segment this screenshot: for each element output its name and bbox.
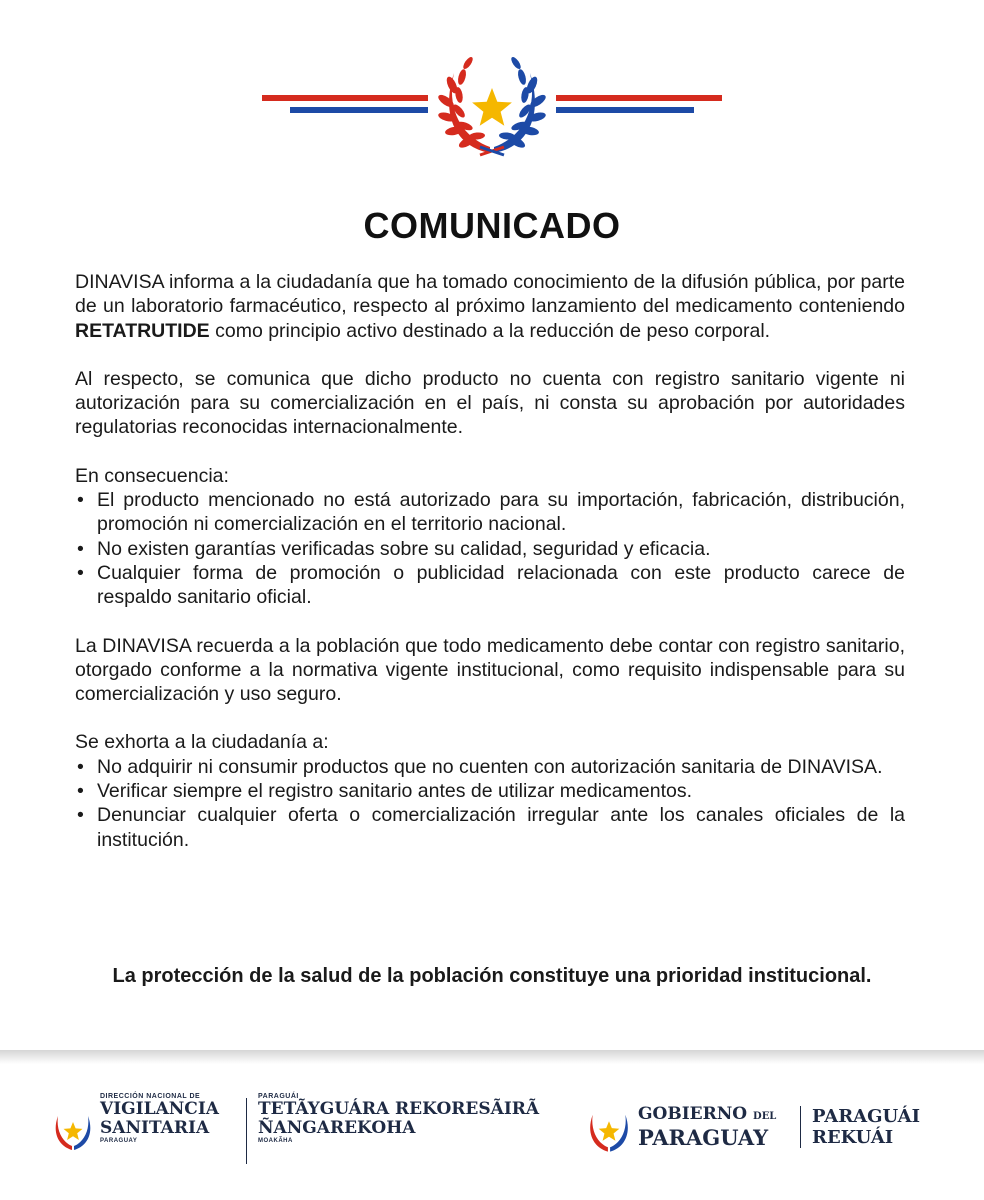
paragraph-intro-text: DINAVISA informa a la ciudadanía que ha tomado conocimiento de la difusión pública, por parte de un laboratorio farmacéutico, respecto al próximo lanzamiento del medicamento conteniendo — [75, 271, 905, 318]
footer-vertical-divider-right — [800, 1106, 801, 1148]
dinavisa-bottom-label: PARAGUAY — [100, 1138, 138, 1144]
guarani-bottom-label: MOAKÃHA — [258, 1138, 293, 1144]
guarani-logo-text — [258, 1093, 539, 1144]
guarani-line2: ÑANGAREKOHA — [258, 1118, 416, 1138]
header-banner — [0, 0, 984, 180]
dinavisa-seal-icon — [50, 1108, 96, 1154]
page-title: COMUNICADO — [363, 205, 621, 246]
gold-star-icon — [472, 88, 512, 126]
consequence-list — [75, 488, 905, 609]
dinavisa-top-label: DIRECCIÓN NACIONAL DE — [100, 1093, 201, 1100]
paragraph-reminder: La DINAVISA recuerda a la población que todo medicamento debe contar con registro sanitario, otorgado conforme a la normativa vigente institucional, como requisito indispensable para su comercialización y uso seguro. — [75, 634, 905, 706]
gobierno-seal-icon — [584, 1106, 634, 1156]
stripe-red-left — [262, 95, 428, 101]
closing-statement: La protección de la salud de la población constituye una prioridad institucional. — [112, 965, 872, 987]
footer-divider-shadow — [0, 1050, 984, 1064]
footer-logos — [0, 1050, 984, 1200]
consequence-intro: En consecuencia: — [75, 464, 229, 487]
rekuai-line2: REKUÁI — [812, 1127, 894, 1148]
gobierno-line1-wrap — [638, 1104, 776, 1127]
list-item: • No existen garantías verificadas sobre su calidad, seguridad y eficacia. — [75, 537, 905, 561]
gobierno-line1: GOBIERNO — [638, 1104, 748, 1124]
paragraph-intro-text-end: como principio activo destinado a la reducción de peso corporal. — [209, 319, 771, 342]
dinavisa-line2: SANITARIA — [100, 1118, 210, 1138]
footer-vertical-divider — [246, 1098, 247, 1164]
paragraph-regulatory-status: Al respecto, se comunica que dicho producto no cuenta con registro sanitario vigente ni autorización para su comercialización en el país, ni consta su aprobación por autoridades regulatorias reconocidas internacionalmente. — [75, 367, 905, 439]
list-item: • No adquirir ni consumir productos que no cuenten con autorización sanitaria de DINAVISA. — [75, 755, 905, 779]
guarani-top-label: PARAGUÁI — [258, 1093, 299, 1100]
drug-name-highlight: RETATRUTIDE — [75, 319, 210, 342]
stripe-blue-left — [290, 107, 428, 113]
gobierno-del: DEL — [753, 1111, 777, 1122]
communique-body — [75, 270, 905, 876]
list-item: • Denunciar cualquier oferta o comercialización irregular ante los canales oficiales de la institución. — [75, 803, 905, 852]
paragraph-intro — [75, 270, 905, 343]
list-item: • Cualquier forma de promoción o publicidad relacionada con este producto carece de respaldo sanitario oficial. — [75, 561, 905, 610]
dinavisa-line1: VIGILANCIA — [100, 1099, 219, 1119]
stripe-red-right — [556, 95, 722, 101]
list-item: • Verificar siempre el registro sanitario antes de utilizar medicamentos. — [75, 779, 905, 803]
dinavisa-logo-text — [100, 1093, 219, 1144]
exhort-intro: Se exhorta a la ciudadanía a: — [75, 731, 329, 754]
guarani-line1: TETÃYGUÁRA REKORESÃIRÃ — [258, 1099, 540, 1119]
gobierno-logo-text — [638, 1104, 776, 1149]
rekuai-logo-text — [812, 1106, 920, 1148]
stripe-blue-right — [556, 107, 694, 113]
gobierno-line2: PARAGUAY — [638, 1125, 769, 1150]
rekuai-line1: PARAGUÁI — [812, 1106, 921, 1127]
list-item: • El producto mencionado no está autorizado para su importación, fabricación, distribución, promoción ni comercialización en el territorio nacional. — [75, 488, 905, 537]
paraguay-star-wreath-icon — [432, 55, 552, 160]
exhort-list — [75, 755, 905, 852]
